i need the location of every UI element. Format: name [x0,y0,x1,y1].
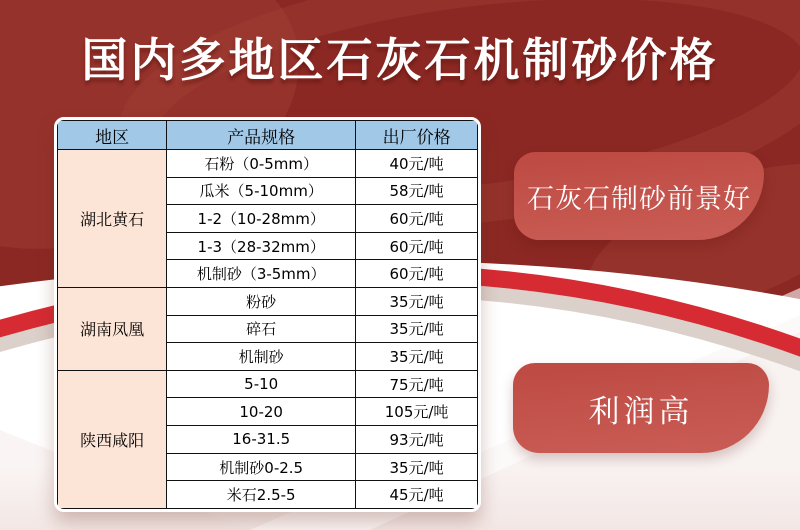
price-cell: 45元/吨 [356,481,478,509]
price-cell: 35元/吨 [356,288,478,316]
spec-cell: 瓜米（5-10mm） [167,177,356,205]
spec-cell: 碎石 [167,315,356,343]
price-cell: 58元/吨 [356,177,478,205]
price-cell: 60元/吨 [356,205,478,233]
price-cell: 35元/吨 [356,315,478,343]
header-cell-region: 地区 [58,121,167,150]
price-table-card [54,117,481,512]
spec-cell: 米石2.5-5 [167,481,356,509]
table-row [58,288,478,316]
callout-prospects: 石灰石制砂前景好 [514,152,764,240]
table-row [58,370,478,398]
price-table [57,120,478,509]
spec-cell: 机制砂0-2.5 [167,453,356,481]
header-cell-spec: 产品规格 [167,121,356,150]
spec-cell: 1-2（10-28mm） [167,205,356,233]
price-table-header [58,121,478,150]
price-cell: 93元/吨 [356,426,478,454]
price-cell: 35元/吨 [356,453,478,481]
price-cell: 35元/吨 [356,343,478,371]
spec-cell: 机制砂（3-5mm） [167,260,356,288]
region-cell: 湖南凤凰 [58,288,167,371]
price-cell: 105元/吨 [356,398,478,426]
region-cell: 陕西咸阳 [58,370,167,508]
price-table-body [58,150,478,509]
callout-profit: 利润高 [513,363,769,453]
spec-cell: 10-20 [167,398,356,426]
spec-cell: 石粉（0-5mm） [167,150,356,178]
spec-cell: 1-3（28-32mm） [167,232,356,260]
region-cell: 湖北黄石 [58,150,167,288]
spec-cell: 粉砂 [167,288,356,316]
spec-cell: 5-10 [167,370,356,398]
price-cell: 60元/吨 [356,260,478,288]
spec-cell: 16-31.5 [167,426,356,454]
page-title: 国内多地区石灰石机制砂价格 [81,33,719,87]
header-row [58,121,478,150]
price-cell: 75元/吨 [356,370,478,398]
price-cell: 40元/吨 [356,150,478,178]
price-cell: 60元/吨 [356,232,478,260]
spec-cell: 机制砂 [167,343,356,371]
header-cell-price: 出厂价格 [356,121,478,150]
table-row [58,150,478,178]
